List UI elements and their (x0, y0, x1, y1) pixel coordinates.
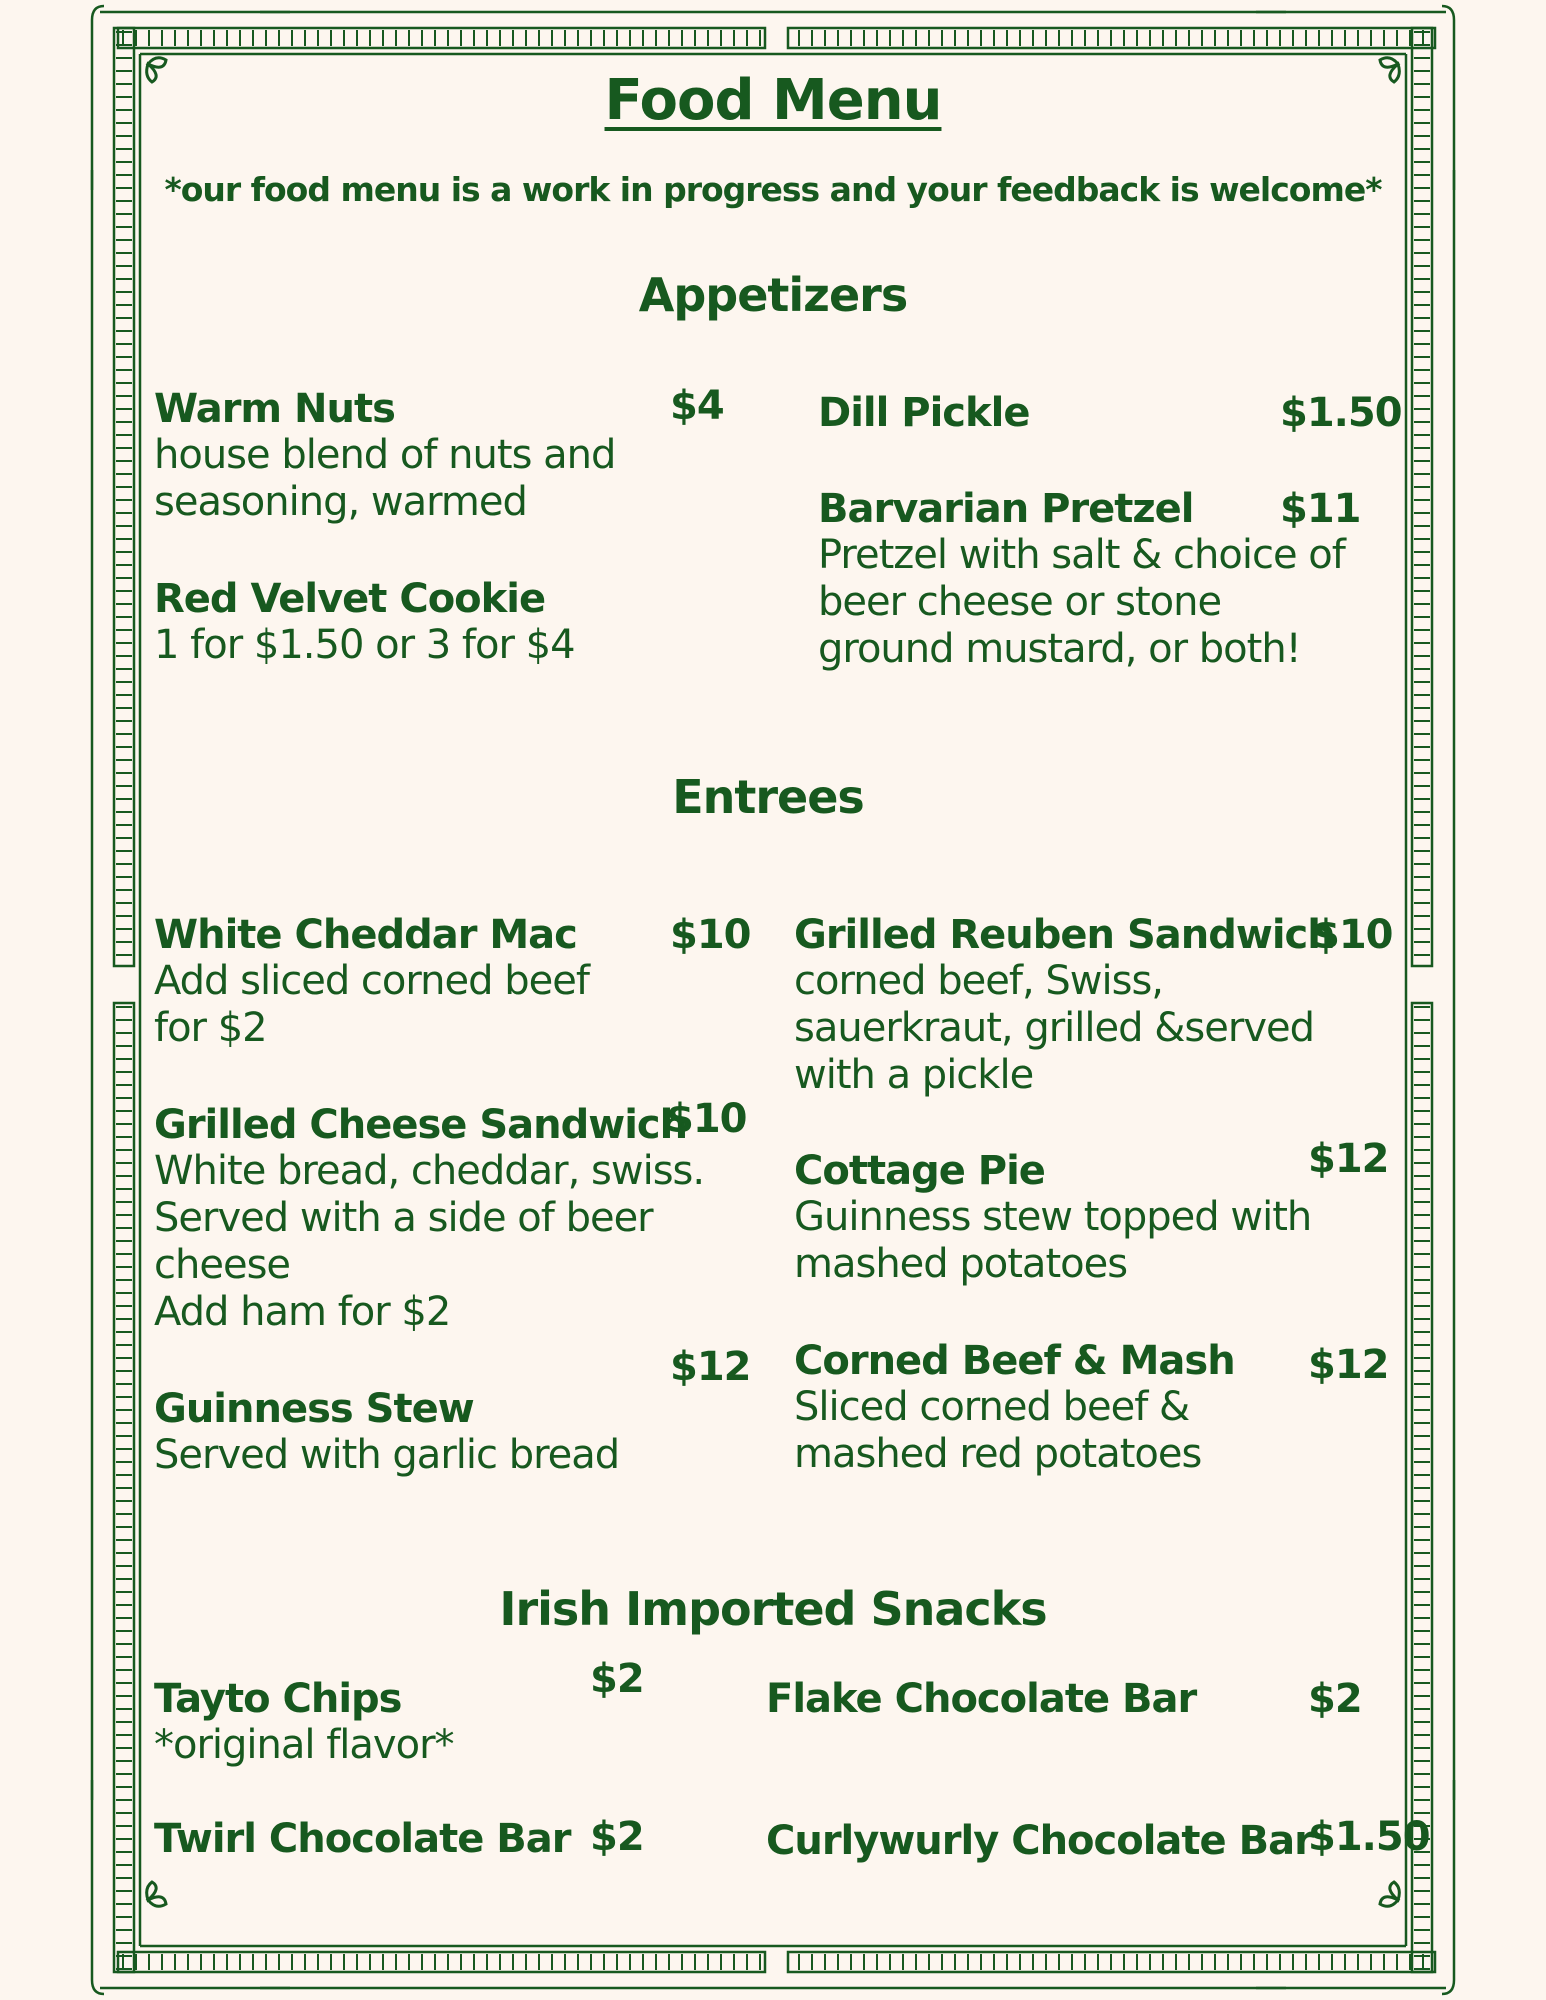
item-description: Served with garlic bread (154, 1432, 620, 1478)
item-name: Dill Pickle (818, 390, 1030, 436)
item-price: $1.50 (1308, 1814, 1430, 1860)
item-name: Corned Beef & Mash (794, 1338, 1235, 1384)
item-description: ground mustard, or both! (818, 626, 1301, 672)
item-name: Guinness Stew (154, 1386, 474, 1432)
item-description: corned beef, Swiss, (794, 958, 1164, 1004)
item-price: $10 (670, 912, 751, 958)
item-name: Red Velvet Cookie (154, 576, 546, 622)
item-price: $12 (670, 1344, 751, 1390)
section-heading-entrees: Entrees (672, 770, 864, 824)
item-description: mashed red potatoes (794, 1431, 1202, 1477)
menu-item-cottage-pie (794, 1148, 1354, 1288)
menu-item-corned-beef-mash (794, 1338, 1354, 1478)
item-description: with a pickle (794, 1052, 1034, 1098)
item-name: Grilled Reuben Sandwich (794, 912, 1335, 958)
menu-item-guinness-stew (154, 1386, 714, 1479)
item-name: White Cheddar Mac (154, 912, 577, 958)
item-description: for $2 (154, 1005, 267, 1051)
menu-item-white-cheddar-mac (154, 912, 714, 1052)
item-description: Pretzel with salt & choice of (818, 532, 1345, 578)
item-price: $12 (1308, 1342, 1389, 1388)
item-price: $12 (1308, 1136, 1389, 1182)
item-description: 1 for $1.50 or 3 for $4 (154, 622, 575, 668)
item-price: $2 (590, 1814, 644, 1860)
item-name: Grilled Cheese Sandwich (154, 1102, 688, 1148)
menu-subtitle: *our food menu is a work in progress and your feedback is welcome* (164, 170, 1382, 209)
item-description: Guinness stew topped with (794, 1194, 1312, 1240)
item-description: White bread, cheddar, swiss. (154, 1148, 705, 1194)
item-description: cheese (154, 1242, 291, 1288)
item-price: $10 (1312, 912, 1393, 958)
item-description: Served with a side of beer (154, 1195, 653, 1241)
item-price: $10 (666, 1096, 747, 1142)
item-description: Add sliced corned beef (154, 958, 589, 1004)
menu-item-curlywurly-chocolate-bar (766, 1818, 1313, 1864)
menu-item-dill-pickle (818, 390, 1338, 436)
menu-item-grilled-reuben-sandwich (794, 912, 1354, 1099)
menu-item-twirl-chocolate-bar (154, 1816, 614, 1862)
menu-item-flake-chocolate-bar (766, 1676, 1266, 1722)
item-name: Twirl Chocolate Bar (154, 1816, 571, 1862)
section-heading-appetizers: Appetizers (638, 268, 908, 322)
item-name: Barvarian Pretzel (818, 486, 1194, 532)
item-name: Curlywurly Chocolate Bar (766, 1818, 1313, 1864)
item-price: $2 (590, 1656, 644, 1702)
item-price: $2 (1308, 1676, 1362, 1722)
item-name: Tayto Chips (154, 1676, 402, 1722)
menu-item-red-velvet-cookie (154, 576, 694, 669)
item-description: house blend of nuts and (154, 432, 616, 478)
item-description: *original flavor* (154, 1722, 454, 1768)
menu-item-tayto-chips (154, 1676, 614, 1769)
item-description: mashed potatoes (794, 1241, 1128, 1287)
menu-item-grilled-cheese-sandwich (154, 1102, 714, 1336)
item-name: Warm Nuts (154, 386, 395, 432)
item-description: seasoning, warmed (154, 479, 527, 525)
item-price: $4 (670, 383, 724, 429)
item-price: $11 (1280, 486, 1361, 532)
page-title: Food Menu (604, 68, 942, 133)
item-price: $1.50 (1280, 390, 1402, 436)
item-description: beer cheese or stone (818, 579, 1222, 625)
item-name: Flake Chocolate Bar (766, 1676, 1197, 1722)
item-description: Sliced corned beef & (794, 1384, 1190, 1430)
item-description: sauerkraut, grilled &served (794, 1005, 1314, 1051)
item-description: Add ham for $2 (154, 1289, 451, 1335)
section-heading-irish-imported-snacks: Irish Imported Snacks (499, 1582, 1047, 1636)
item-name: Cottage Pie (794, 1148, 1045, 1194)
menu-item-warm-nuts (154, 386, 694, 526)
